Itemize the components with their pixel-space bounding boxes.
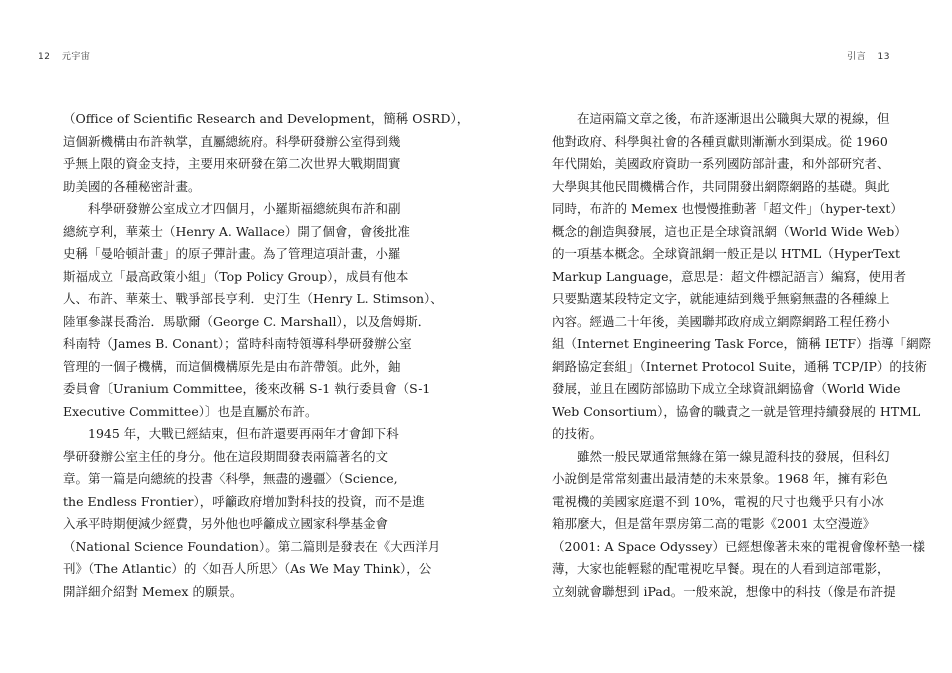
text-line: 在這兩篇文章之後，布許逐漸退出公職與大眾的視線，但 — [577, 111, 890, 126]
text-line: 的技術。 — [552, 426, 603, 441]
text-line: 入承平時期便減少經費，另外他也呼籲成立國家科學基金會 — [63, 516, 389, 531]
left-running-header — [38, 49, 98, 62]
text-line: 管理的一個子機構，而這個機構原先是由布許帶領。此外，鈾 — [63, 358, 401, 374]
text-line: Executive Committee）〕也是直屬於布許。 — [63, 403, 318, 419]
text-line: 開詳細介紹對 Memex 的願景。 — [63, 583, 243, 599]
text-line: （Office of Scientific Research and Development，簡稱 OSRD）， — [63, 111, 470, 126]
right-running-head: 引言 — [847, 52, 867, 62]
text-line: 組（Internet Engineering Task Force，簡稱 IETF）指導「網際 — [552, 336, 932, 351]
text-line: 刊》（The Atlantic）的〈如吾人所思〉（As We May Think），公 — [63, 561, 432, 576]
text-line: 概念的創造與發展，這也正是全球資訊網（World Wide Web） — [552, 223, 907, 239]
text-line: 乎無上限的資金支持，主要用來研發在第二次世界大戰期間實 — [63, 156, 401, 171]
left-page-number: 12 — [38, 52, 51, 62]
text-line: 的一項基本概念。全球資訊網一般正是以 HTML（HyperText — [552, 246, 900, 261]
text-line: 內容。經過二十年後，美國聯邦政府成立網際網路工程任務小 — [552, 313, 890, 329]
text-line: 只要點選某段特定文字，就能連結到幾乎無窮無盡的各種線上 — [552, 291, 890, 306]
text-line: 發展，並且在國防部協助下成立全球資訊網協會（World Wide — [552, 381, 901, 396]
right-page-number: 13 — [877, 52, 890, 62]
text-line: 助美國的各種秘密計畫。 — [63, 178, 201, 194]
text-line: 史稱「曼哈頓計畫」的原子彈計畫。為了管理這項計畫，小羅 — [63, 246, 401, 261]
text-line: 他對政府、科學與社會的各種貢獻則漸漸水到渠成。從 1960 — [552, 133, 888, 149]
text-line: 年代開始，美國政府資助一系列國防部計畫，和外部研究者、 — [552, 156, 890, 171]
text-line: 同時，布許的 Memex 也慢慢推動著「超文件」（hyper-text） — [552, 201, 903, 216]
text-line: 總統亨利，華萊士（Henry A. Wallace）開了個會，會後批准 — [63, 223, 410, 239]
text-line: 1945 年，大戰已經結束，但布許還要再兩年才會卸下科 — [88, 426, 399, 441]
right-page — [476, 0, 952, 673]
text-line: 箱那麼大，但是當年票房第二高的電影《2001 太空漫遊》 — [552, 516, 876, 531]
text-line: Markup Language，意思是：超文件標記語言）編寫，使用者 — [552, 268, 907, 284]
left-body-text — [63, 108, 470, 603]
text-line: 人、布許、華萊士、戰爭部長亨利．史汀生（Henry L. Stimson）、 — [63, 291, 443, 306]
text-line: 大學與其他民間機構合作，共同開發出網際網路的基礎。與此 — [552, 178, 890, 194]
text-line: 薄，大家也能輕鬆的配電視吃早餐。現在的人看到這部電影， — [552, 561, 890, 576]
text-line: the Endless Frontier），呼籲政府增加對科技的投資，而不是進 — [63, 493, 425, 509]
right-body-text — [552, 108, 932, 603]
text-line: 電視機的美國家庭還不到 10%，電視的尺寸也幾乎只有小冰 — [552, 493, 884, 509]
left-running-head: 元宇宙 — [61, 52, 91, 62]
text-line: 這個新機構由布許執掌，直屬總統府。科學研發辦公室得到幾 — [63, 133, 401, 149]
text-line: 學研發辦公室主任的身分。他在這段期間發表兩篇著名的文 — [63, 448, 389, 464]
text-line: 小說倒是常常刻畫出最清楚的未來景象。1968 年，擁有彩色 — [552, 471, 888, 486]
text-line: 科學研發辦公室成立才四個月，小羅斯福總統與布許和副 — [88, 201, 401, 216]
text-line: 斯福成立「最高政策小組」（Top Policy Group），成員有他本 — [63, 268, 409, 284]
text-line: Web Consortium），協會的職責之一就是管理持續發展的 HTML — [552, 403, 921, 419]
right-running-header — [839, 49, 890, 62]
text-line: 網路協定套組」（Internet Protocol Suite，通稱 TCP/IP）的技術 — [552, 358, 927, 374]
text-line: 立刻就會聯想到 iPad。一般來說，想像中的科技（像是布許提 — [552, 583, 896, 599]
text-line: （National Science Foundation）。第二篇則是發表在《大西洋月 — [63, 538, 441, 554]
text-line: 雖然一般民眾通常無緣在第一線見證科技的發展，但科幻 — [577, 448, 890, 464]
text-line: 科南特（James B. Conant）；當時科南特領導科學研發辦公室 — [63, 336, 412, 351]
text-line: 委員會〔Uranium Committee，後來改稱 S-1 執行委員會（S-1 — [63, 381, 431, 396]
text-line: 陸軍參謀長喬治．馬歇爾（George C. Marshall），以及詹姆斯． — [63, 313, 431, 329]
text-line: 章。第一篇是向總統的投書〈科學，無盡的邊疆〉（Science, — [63, 471, 398, 486]
text-line: （2001: A Space Odyssey）已經想像著未來的電視會像杯墊一樣 — [552, 538, 925, 554]
